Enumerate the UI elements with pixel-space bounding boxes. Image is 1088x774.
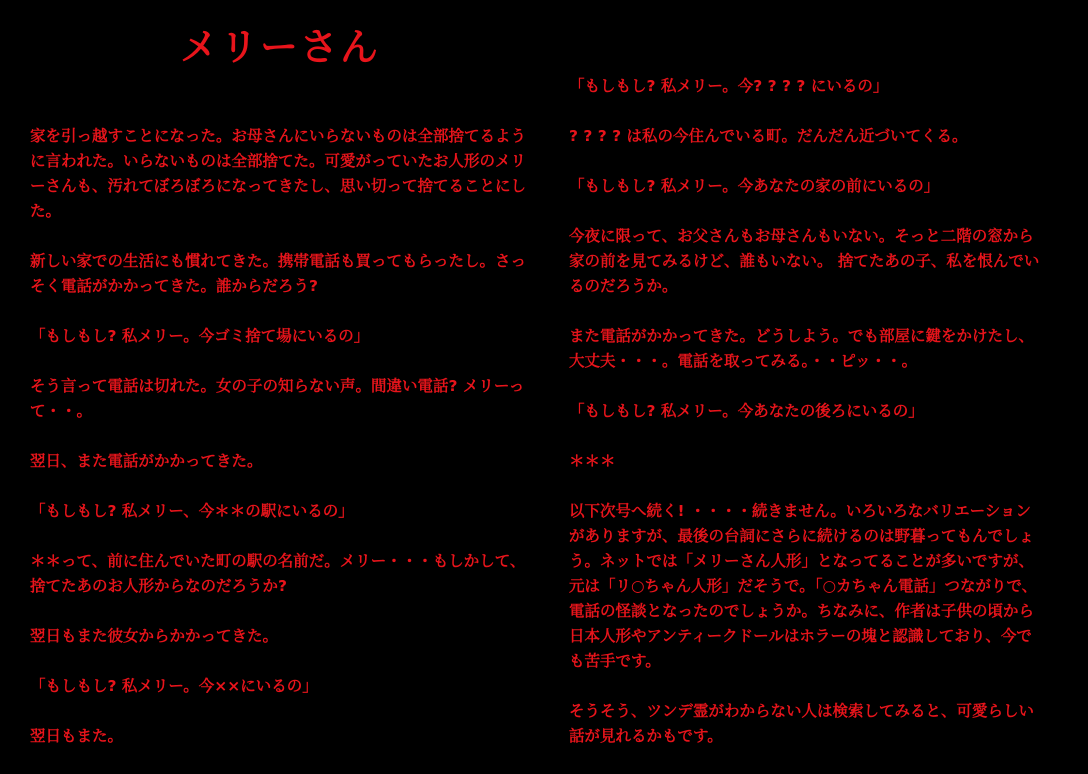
paragraph: 新しい家での生活にも慣れてきた。携帯電話も買ってもらったし。さっそく電話がかかってきた。誰からだろう?: [30, 252, 527, 295]
story-column-right: [569, 74, 1044, 774]
paragraph: 「もしもし? 私メリー。今? ? ? ? にいるの」: [569, 77, 889, 95]
paragraph: 「もしもし? 私メリー、今＊＊の駅にいるの」: [30, 502, 354, 520]
paragraph: ＊＊＊: [569, 452, 616, 470]
story-column-left: [30, 124, 536, 774]
paragraph: ＊＊って、前に住んでいた町の駅の名前だ。メリー・・・もしかして、捨てたあのお人形からなのだろうか?: [30, 552, 526, 595]
paragraph: 「もしもし? 私メリー。今あなたの後ろにいるの」: [569, 402, 924, 420]
paragraph: 「もしもし? 私メリー。今××にいるの」: [30, 677, 318, 695]
paragraph: そうそう、ツンデ霊がわからない人は検索してみると、可愛らしい話が見れるかもです。: [569, 702, 1035, 745]
paragraph: また電話がかかってきた。どうしよう。でも部屋に鍵をかけたし、大丈夫・・・。電話を取ってみる。・・ピッ・・。: [569, 327, 1035, 370]
paragraph: 翌日、また電話がかかってきた。: [30, 452, 263, 470]
paragraph: そう言って電話は切れた。女の子の知らない声。間違い電話? メリーって・・。: [30, 377, 525, 420]
paragraph: 「もしもし? 私メリー。今ゴミ捨て場にいるの」: [30, 327, 370, 345]
page-title: メリーさん: [180, 25, 381, 69]
paragraph: 今夜に限って、お父さんもお母さんもいない。そっと二階の窓から家の前を見てみるけど、誰もいない。 捨てたあの子、私を恨んでいるのだろうか。: [569, 227, 1040, 295]
paragraph: 家を引っ越すことになった。お母さんにいらないものは全部捨てるように言われた。いらないものは全部捨てた。可愛がっていたお人形のメリーさんも、汚れてぼろぼろになってきたし、思い切って捨てることにした。: [30, 127, 527, 220]
paragraph: 翌日もまた。: [30, 727, 124, 745]
paragraph: 「もしもし? 私メリー。今あなたの家の前にいるの」: [569, 177, 940, 195]
paragraph: 以下次号へ続く! ・・・・続きません。いろいろなバリエーションがありますが、最後の台詞にさらに続けるのは野暮ってもんでしょう。ネットでは「メリーさん人形」となってることが多いですが、元は「リ○ちゃん人形」だそうで。「○カちゃん電話」つながりで、電話の怪談となったのでしょうか。ちなみに、作者は子供の頃から日本人形やアンティークドールはホラーの塊と認識しており、今でも苦手です。: [569, 502, 1038, 670]
paragraph: 翌日もまた彼女からかかってきた。: [30, 627, 279, 645]
paragraph: ? ? ? ? は私の今住んでいる町。だんだん近づいてくる。: [569, 127, 968, 145]
